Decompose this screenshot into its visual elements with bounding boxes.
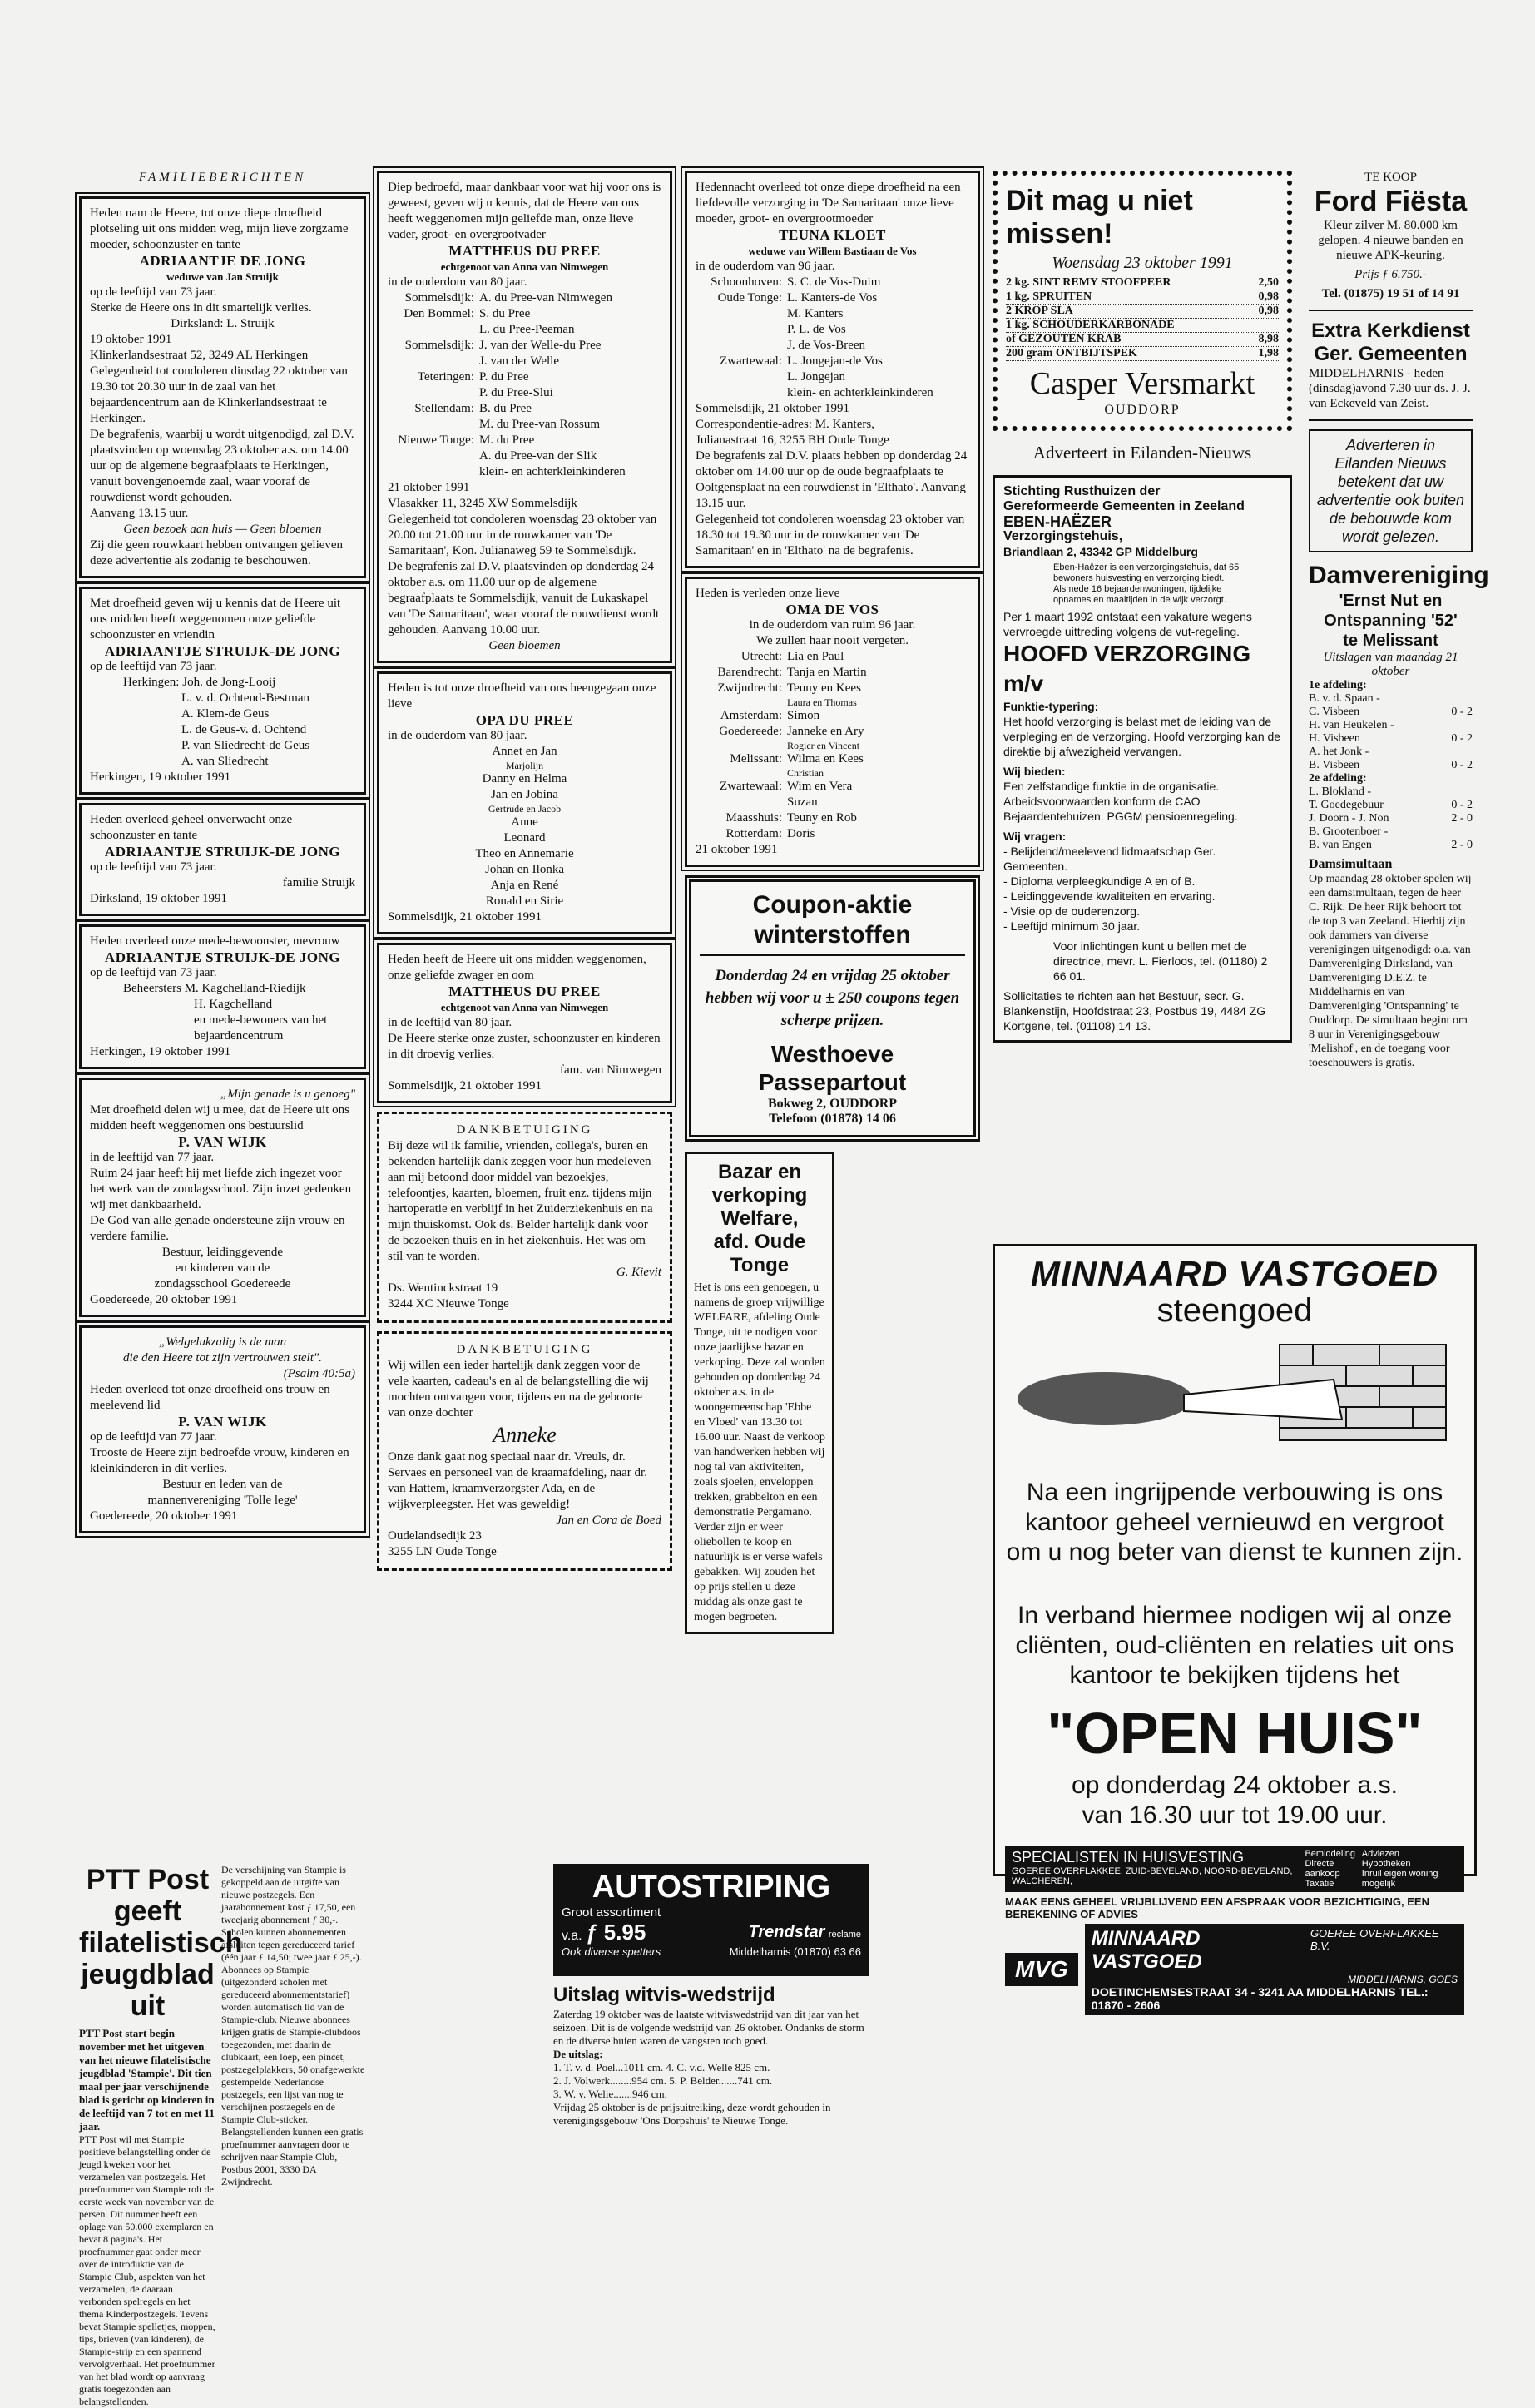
death-notice: „Welgelukzalig is de man die den Heere tot zijn vertrouwen stelt". (Psalm 40:5a) Heden overleed tot onze droefheid ons trouw en meelevend lid P. VAN WIJK op de leeftijd van 77 jaar. Trooste de Heere zijn bedroefde vrouw, kinderen en kleinkinderen in dit verlies. Bestuur en leden van de mannenvereniging 'Tolle lege' Goedereede, 20 oktober 1991 xyxy=(79,1325,366,1533)
column-notices-2 xyxy=(377,171,672,1579)
advertising-slogan: Adverteren in Eilanden Nieuws betekent dat uw advertentie ook buiten de bebouwde kom wordt gelezen. xyxy=(1309,429,1473,552)
thanks-notice: DANKBETUIGING Bij deze wil ik familie, vrienden, collega's, buren en bekenden hartelijk dank zeggen voor hun medeleven aan mij betoond door middel van bezoekjes, telefoontjes, kaarten, bloemen, fruit enz. tijdens mijn hartoperatie en verblijf in het Zuiderziekenhuis en na mijn thuiskomst. Ook ds. Belder hartelijk dank voor de bezoeken thuis en in het ziekenhuis. Het was om stil van te worden. G. Kievit Ds. Wentinckstraat 19 3244 XC Nieuwe Tonge xyxy=(377,1112,672,1323)
death-notice: Heden overleed geheel onverwacht onze schoonzuster en tante ADRIAANTJE STRUIJK-DE JONG op de leeftijd van 73 jaar. familie Struijk Dirksland, 19 oktober 1991 xyxy=(79,803,366,916)
autostriping-ad: AUTOSTRIPING Groot assortiment v.a. ƒ 5.95 Trendstar reclame Ook diverse spetters Middelharnis (01870) 63 66 xyxy=(553,1864,869,1976)
column-classifieds: TE KOOP Ford Fiësta Kleur zilver M. 80.000 km gelopen. 4 nieuwe banden en nieuwe APK-keuring. Prijs ƒ 6.750.- Tel. (01875) 19 51 of 14 91 Extra Kerkdienst Ger. Gemeenten MIDDELHARNIS - heden (dinsdag)avond 7.30 uur ds. J. J. van Eckeveld van Zeist. Adverteren in Eilanden Nieuws betekent dat uw advertentie ook buiten de bebouwde kom wordt gelezen. Damvereniging 'Ernst Nut en Ontspanning '52' te Melissant Uitslagen van maandag 21 oktober 1e afdeling: B. v. d. Spaan - C. Visbeen 0 - 2 H. van Heukelen - H. Visbeen 0 - 2 A. het Jonk - B. Visbeen 0 - 2 2e afdeling: L. Blokland - T. Goedegebuur 0 - 2 J. Doorn - J. Non 2 - 0 B. Grootenboer - B. van Engen 2 - 0 Damsimultaan Op maandag 28 oktober spelen wij een damsimultaan, tegen de heer C. Rijk. De heer Rijk behoort tot de top 3 van Zeeland. Hierbij zijn ook dammers van diverse verenigingen uitgenodigd: o.a. van Damvereniging Dirksland, van Damvereniging D.E.Z. te Middelharnis en van Damvereniging 'Ontspanning' te Ouddorp. De simultaan begint om 8 uur in Verenigingsgebouw 'Melishof', en de toegang voor toeschouwers is gratis. xyxy=(1309,171,1489,1069)
market-ad: Dit mag u niet missen! Woensdag 23 oktober 1991 2 kg. SINT REMY STOOFPEER 2,50 1 kg. SPRUITEN 0,98 2 KROP SLA 0,98 1 kg. SCHOUDERKARBONADE of GEZOUTEN KRAB 8,98 200 gram ONTBIJTSPEK 1,98 Casper Versmarkt OUDDORP xyxy=(993,171,1292,431)
bottom-ads: AUTOSTRIPING Groot assortiment v.a. ƒ 5.95 Trendstar reclame Ook diverse spetters Middelharnis (01870) 63 66 Uitslag witvis-wedstrijd Zaterdag 19 oktober was de laatste witviswedstrijd van dit jaar van het seizoen. Dit is de volgende wedstrijd van 26 oktober. Ondanks de storm en de diverse buien waren de vangsten toch goed. De uitslag: 1. T. v. d. Poel...1011 cm. 4. C. v.d. Welle 825 cm. 2. J. Volwerk........954 cm. 5. P. Belder.......741 cm. 3. W. v. Welie.......946 cm. Vrijdag 25 oktober is de prijsuitreiking, deze wordt gehouden in verenigingsgebouw 'Ons Dorpshuis' te Nieuwe Tonge. xyxy=(553,1864,869,2151)
services-bar: SPECIALISTEN IN HUISVESTING GOEREE OVERFLAKKEE, ZUID-BEVELAND, NOORD-BEVELAND, WALCHEREN, Bemiddeling Directe aankoop Taxatie Adviezen Hypotheken Inruil eigen woning mogelijk xyxy=(1005,1846,1464,1892)
death-notice: Met droefheid geven wij u kennis dat de Heere uit ons midden heeft weggenomen onze geliefde schoonzuster en vriendin ADRIAANTJE STRUIJK-DE JONG op de leeftijd van 73 jaar. Herkingen: Joh. de Jong-Looij L. v. d. Ochtend-Bestman A. Klem-de Geus L. de Geus-v. d. Ochtend P. van Sliedrecht-de Geus A. van Sliedrecht Herkingen, 19 oktober 1991 xyxy=(79,587,366,795)
thanks-notice: DANKBETUIGING Wij willen een ieder hartelijk dank zeggen voor de vele kaarten, cadeau's en al de belangstelling die wij mochten ontvangen voor, tijdens en na de geboorte van onze dochter Anneke Onze dank gaat nog speciaal naar dr. Vreuls, dr. Servaes en personeel van de kraamafdeling, naar dr. van Hattem, kraamverzorgster Ada, en de wijkverpleegster. Het was geweldig! Jan en Cora de Boed Oudelandsedijk 23 3255 LN Oude Tonge xyxy=(377,1331,672,1571)
mvg-logo: MVG xyxy=(1005,1953,1078,1986)
death-notice: Heden is verleden onze lieve OMA DE VOS in de ouderdom van ruim 96 jaar. We zullen haar nooit vergeten. Utrecht: Lia en Paul Barendrecht: Tanja en Martin Zwijndrecht: Teuny en Kees Laura en Thomas Amsterdam: Simon Goedereede: Janneke en Ary Rogier en Vincent Melissant: Wilma en Kees Christian Zwartewaal: Wim en Vera Suzan Maasshuis: Teuny en Rob Rotterdam: Doris 21 oktober 1991 xyxy=(685,577,980,867)
newspaper-page xyxy=(79,158,1489,2407)
section-heading: FAMILIEBERICHTEN xyxy=(138,171,307,184)
trowel-bricks-icon xyxy=(1005,1328,1468,1465)
grandchildren-list: Annet en Jan Marjolijn Danny en Helma Jan en Jobina Gertrude en Jacob Anne Leonard Theo en Annemarie Johan en Ilonka Anja en René Ronald en Sirie xyxy=(475,745,574,908)
dam-results: 1e afdeling: B. v. d. Spaan - C. Visbeen 0 - 2 H. van Heukelen - H. Visbeen 0 - 2 A. het Jonk - B. Visbeen 0 - 2 2e afdeling: L. Blokland - T. Goedegebuur 0 - 2 J. Doorn - J. Non 2 - 0 B. Grootenboer - B. van Engen 2 - 0 xyxy=(1309,679,1473,851)
bazar-ad: Bazar en verkoping Welfare, afd. Oude Tonge Het is ons een genoegen, u namens de groep vrijwillige WELFARE, afdeling Oude Tonge, uit te nodigen voor onze jaarlijkse bazar en verkoping. Deze zal worden gehouden op donderdag 24 oktober a.s. in de woongemeenschap 'Ebbe en Vloed' van 13.30 tot 16.00 uur. Naast de verkoop van handwerken hebben wij nog tal van aktiviteiten, zoals sjoelen, enveloppen trekken, grabbelton en een demonstratie Pergamano. Verder zijn er weer oliebollen te koop en natuurlijk is er verse wafels gebakken. Wij zouden het op prijs stellen u deze middag als onze gast te mogen begroeten. xyxy=(685,1152,834,1634)
family-list: Herkingen: Joh. de Jong-Looij L. v. d. Ochtend-Bestman A. Klem-de Geus L. de Geus-v. d. Ochtend P. van Sliedrecht-de Geus A. van Sliedrecht xyxy=(123,676,310,768)
death-notice: Heden overleed onze mede-bewoonster, mevrouw ADRIAANTJE STRUIJK-DE JONG op de leeftijd van 73 jaar. Beheersters M. Kagchelland-Riedijk H. Kagchelland en mede-bewoners van het bejaardencentrum Herkingen, 19 oktober 1991 xyxy=(79,924,366,1069)
death-notice: Diep bedroefd, maar dankbaar voor wat hij voor ons is geweest, geven wij u kennis, dat de Heere van ons heeft weggenomen mijn geliefde man, onze lieve vader, groot- en overgrootvader MATTHEUS DU PREE echtgenoot van Anna van Nimwegen in de ouderdom van 80 jaar. Sommelsdijk: A. du Pree-van Nimwegen Den Bommel: S. du Pree L. du Pree-Peeman Sommelsdijk: J. van der Welle-du Pree J. van der Welle Teteringen: P. du Pree P. du Pree-Slui Stellendam: B. du Pree M. du Pree-van Rossum Nieuwe Tonge: M. du Pree A. du Pree-van der Slik klein- en achterkleinkinderen 21 oktober 1991 Vlasakker 11, 3245 XW Sommelsdijk Gelegenheid tot condoleren woensdag 23 oktober van 20.00 tot 21.00 uur in de rouwkamer van 'De Samaritaan', Kon. Julianaweg 59 te Sommelsdijk. De begrafenis zal D.V. plaatsvinden op donderdag 24 oktober a.s. om 11.00 uur op de algemene begraafplaats te Sommelsdijk, vanuit de Lukaskapel van 'De Samaritaan', waar vooraf de rouwdienst wordt gehouden. Aanvang 10.00 uur. Geen bloemen xyxy=(377,171,672,663)
death-notice: Heden heeft de Heere uit ons midden weggenomen, onze geliefde zwager en oom MATTHEUS DU PREE echtgenoot van Anna van Nimwegen in de leeftijd van 80 jaar. De Heere sterke onze zuster, schoonzuster en kinderen in dit droevig verlies. fam. van Nimwegen Sommelsdijk, 21 oktober 1991 xyxy=(377,943,672,1103)
column-notices-3 xyxy=(685,171,980,1644)
promo-line: Adverteert in Eilanden-Nieuws xyxy=(1032,443,1252,463)
column-family-notices xyxy=(79,171,366,1542)
job-ad: Stichting Rusthuizen der Gereformeerde Gemeenten in Zeeland EBEN-HAËZER Verzorgingstehuis, Briandlaan 2, 43342 GP Middelburg Eben-Haëzer is een verzorgingstehuis, dat 65 bewoners huisvesting en verzorging biedt. Alsmede 16 bejaardenwoningen, tijdelijke opnames en maaltijden in de wijk verzorgt. Per 1 maart 1992 ontstaat een vakature wegens vervroegde uittreding volgens de vut-regeling. HOOFD VERZORGING m/v Funktie-typering: Het hoofd verzorging is belast met de leiding van de verpleging en de verzorging. Hoofd verzorging kan de direktie bij afwezigheid vervangen. Wij bieden: Een zelfstandige funktie in de organisatie. Arbeidsvoorwaarden konform de CAO Bejaardentehuizen. PGGM pensioenregeling. Wij vragen: - Belijdend/meelevend lidmaatschap Ger. Gemeenten. - Diploma verpleegkundige A en of B. - Leidinggevende kwaliteiten en ervaring. - Visie op de ouderenzorg. - Leeftijd minimum 30 jaar. Voor inlichtingen kunt u bellen met de directrice, mevr. L. Fierloos, tel. (01180) 2 66 01. Sollicitaties te richten aan het Bestuur, secr. G. Blankenstijn, Hoofdstraat 23, Postbus 19, 4484 ZG Kortgene, tel. (01108) 14 13. xyxy=(993,475,1292,1043)
death-notice: „Mijn genade is u genoeg" Met droefheid delen wij u mee, dat de Heere uit ons midden heeft weggenomen ons bestuurslid P. VAN WIJK in de leeftijd van 77 jaar. Ruim 24 jaar heeft hij met liefde zich ingezet voor het werk van de zondagsschool. Zijn inzet gedenken wij met dankbaarheid. De God van alle genade ondersteune zijn vrouw en verdere familie. Bestuur, leidinggevende en kinderen van de zondagsschool Goedereede Goedereede, 20 oktober 1991 xyxy=(79,1078,366,1317)
death-notice: Heden nam de Heere, tot onze diepe droefheid plotseling uit ons midden weg, mijn lieve zorgzame moeder, schoonzuster en tante ADRIAANTJE DE JONG weduwe van Jan Struijk op de leeftijd van 73 jaar. Sterke de Heere ons in dit smartelijk verlies. Dirksland: L. Struijk 19 oktober 1991 Klinkerlandsestraat 52, 3249 AL Herkingen Gelegenheid tot condoleren dinsdag 22 oktober van 19.30 tot 20.30 uur in de zaal van het bejaardencentrum aan de Klinkerlandsestraat te Herkingen. De begrafenis, waarbij u wordt uitgenodigd, zal D.V. plaatsvinden op woensdag 23 oktober a.s. om 14.00 uur op de algemene begraafplaats te Herkingen, vanuit bovengenoemde zaal, waar vooraf de rouwdienst wordt gehouden. Aanvang 13.15 uur. Geen bezoek aan huis — Geen bloemen Zij die geen rouwkaart hebben ontvangen gelieven deze advertentie als zodanig te beschouwen. xyxy=(79,196,366,578)
realestate-ad: MINNAARD VASTGOED steengoed Na een ingrijpende verbouwing is ons kantoor geheel vernieuwd en vergroot om u nog beter van dienst te kunnen zijn. In verband hiermee nodigen wij al onze cliënten, oud-cliënten en relaties uit ons kantoor te bekijken tijdens het "OPEN HUIS" op donderdag 24 oktober a.s. van 16.30 uur tot 19.00 uur. SPECIALISTEN IN HUISVESTING GOEREE OVERFLAKKEE, ZUID-BEVELAND, NOORD-BEVELAND, WALCHEREN, Bemiddeling Directe aankoop Taxatie Adviezen Hypotheken Inruil eigen woning mogelijk MAAK EENS GEHEEL VRIJBLIJVEND EEN AFSPRAAK VOOR BEZICHTIGING, EEN BEREKENING OF ADVIES MVG MINNAARD VASTGOED GOEREE OVERFLAKKEE B.V. MIDDELHARNIS, GOES DOETINCHEMSESTRAAT 34 - 3241 AA MIDDELHARNIS TEL.: 01870 - 2606 xyxy=(993,1244,1477,1876)
death-notice: Heden is tot onze droefheid van ons heengegaan onze lieve OPA DU PREE in de ouderdom van 80 jaar. Annet en Jan Marjolijn Danny en Helma Jan en Jobina Gertrude en Jacob Anne Leonard Theo en Annemarie Johan en Ilonka Anja en René Ronald en Sirie Sommelsdijk, 21 oktober 1991 xyxy=(377,671,672,934)
death-notice: Hedennacht overleed tot onze diepe droefheid na een liefdevolle verzorging in 'De Samaritaan' onze lieve moeder, groot- en overgrootmoeder TEUNA KLOET weduwe van Willem Bastiaan de Vos in de ouderdom van 96 jaar. Schoonhoven: S. C. de Vos-Duim Oude Tonge: L. Kanters-de Vos M. Kanters P. L. de Vos J. de Vos-Breen Zwartewaal: L. Jongejan-de Vos L. Jongejan klein- en achterkleinkinderen Sommelsdijk, 21 oktober 1991 Correspondentie-adres: M. Kanters, Julianastraat 16, 3255 BH Oude Tonge De begrafenis zal D.V. plaats hebben op donderdag 24 oktober om 14.00 uur op de oude begraafplaats te Ooltgensplaat na een rouwdienst in 'Elthato'. Aanvang 13.15 uur. Gelegenheid tot condoleren woensdag 23 oktober van 18.30 tot 19.30 uur in de rouwkamer van 'De Samaritaan' en in 'Elthato' na de begrafenis. xyxy=(685,171,980,568)
coupon-ad: Coupon-aktie winterstoffen Donderdag 24 en vrijdag 25 oktober hebben wij voor u ± 250 coupons tegen scherpe prijzen. Westhoeve Passepartout Bokweg 2, OUDDORP Telefoon (01878) 14 06 xyxy=(685,875,980,1142)
ptt-article: PTT Post geeft filatelistisch jeugdblad uit PTT Post start begin november met het uitgeven van het nieuwe filatelistische jeugdblad 'Stampie'. Dit tien maal per jaar verschijnende blad is gericht op kinderen in de leeftijd van 7 tot en met 11 jaar. PTT Post wil met Stampie positieve belangstelling onder de jeugd kweken voor het verzamelen van postzegels. Het proefnummer van Stampie rolt de eerste week van november van de persen. Dit nummer heeft een oplage van 50.000 exemplaren en bevat 8 pagina's. Het proefnummer gaat onder meer over de introduktie van de Stampie Club, aspekten van het verzamelen, de daaraan verbonden spelregels en het thema Kinderpostzegels. Tevens bevat Stampie spelletjes, moppen, tips, brieven (van kinderen), de Stampie-strip en een spannend vervolgverhaal. Het proefnummer van het blad wordt op aanvraag gratis toegezonden aan belangstellenden. De verschijning van Stampie is gekoppeld aan de uitgifte van nieuwe postzegels. Een jaarabonnement kost ƒ 17,50, een tweejarig abonnement ƒ 30,-. Scholen kunnen abonnementen afsluiten tegen gereduceerd tarief (één jaar ƒ 14,50; twee jaar ƒ 25,-). Abonnees op Stampie (uitgezonderd scholen met gereduceerd abonnementstarief) worden automatisch lid van de Stampie-club. Nieuwe abonnees krijgen gratis de Stampie-clubdoos toegezonden, met daarin de clubkaart, een loep, een pincet, postzegelplakkers, 50 onafgewerkte gestempelde Nederlandse postzegels, een lijst van nog te verschijnen postzegels en de Stampie Club-sticker. Belangstellenden kunnen een gratis proefnummer aanvragen door te schrijven naar Stampie Club, Postbus 2001, 3330 DA Zwijndrecht. xyxy=(79,1864,365,2407)
